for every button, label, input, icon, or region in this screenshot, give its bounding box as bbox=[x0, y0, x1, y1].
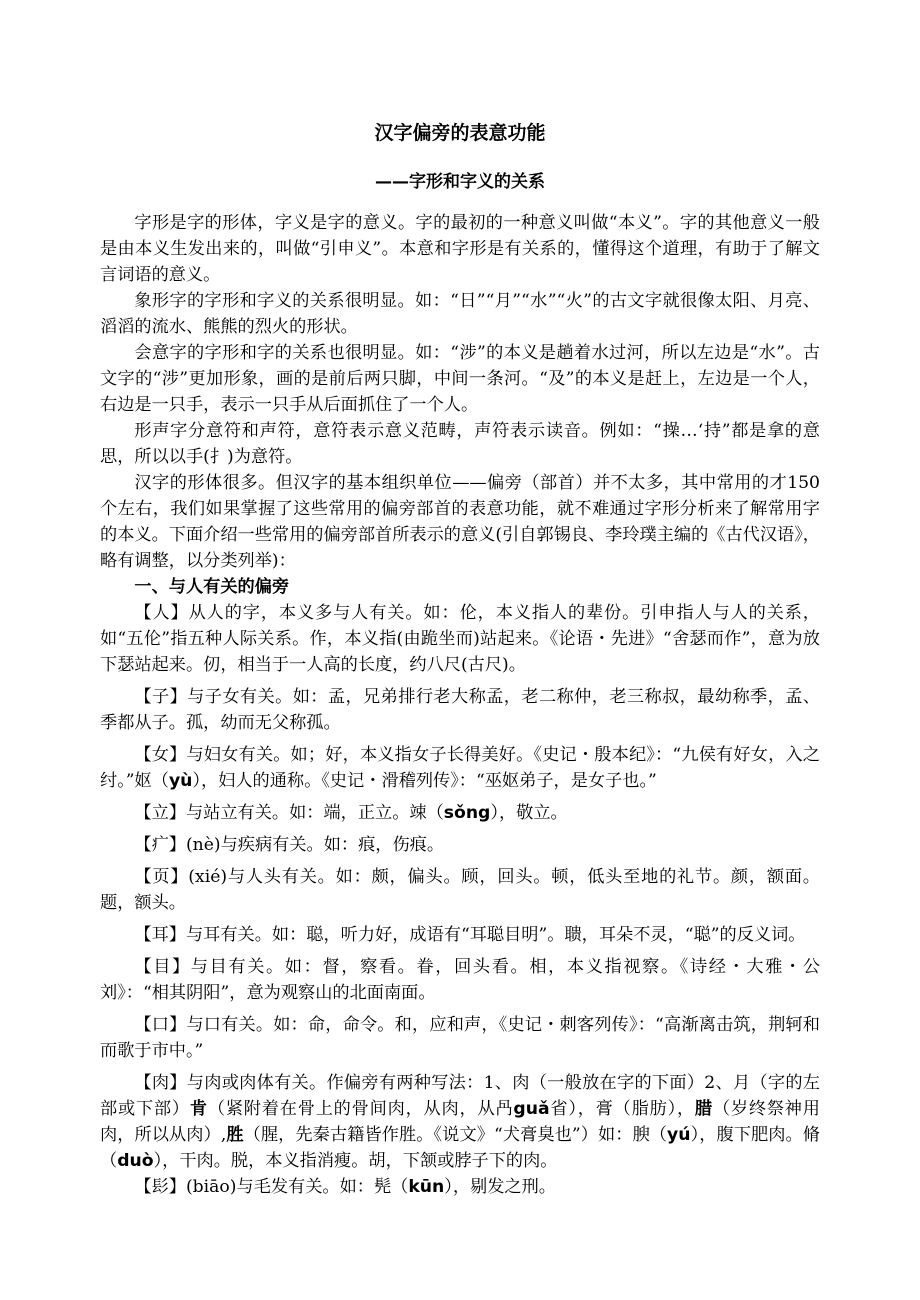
keyword: 肯 bbox=[189, 1099, 208, 1119]
pinyin: duò bbox=[117, 1151, 154, 1171]
entry-li: 【立】与站立有关。如：端，正立。竦（sǒng），敬立。 bbox=[134, 803, 568, 823]
entry-kou: 【口】与口有关。如：命，命令。和，应和声，《史记・刺客列传》：“高渐离击筑，荆轲和而歌于市中。” bbox=[100, 1015, 820, 1061]
entry-nv: 【女】与妇女有关。如；好，本义指女子长得美好。《史记・殷本纪》：“九侯有好女，入之纣。”妪（yù），妇人的通称。《史记・滑稽列传》：“巫妪弟子，是女子也。” bbox=[100, 745, 820, 791]
pinyin: yù bbox=[168, 771, 193, 791]
paragraph-pictographs: 象形字的字形和字义的关系很明显。如：“日”“月”“水”“火”的古文字就很像太阳、月亮、滔滔的流水、熊熊的烈火的形状。 bbox=[100, 291, 820, 337]
pinyin: yú bbox=[667, 1125, 691, 1145]
pinyin: guǎ bbox=[513, 1099, 550, 1119]
pinyin: kūn bbox=[408, 1177, 445, 1197]
entry-ren: 【人】从人的字，本义多与人有关。如：伦，本义指人的辈份。引申指人与人的关系，如“五伦”指五种人际关系。作，本义指(由跪坐而)站起来。《论语・先进》“舍瑟而作”，意为放下瑟站起来。仞，相当于一人高的长度，约八尺(古尺)。 bbox=[100, 603, 820, 675]
entry-ye: 【页】(xié)与人头有关。如：颇，偏头。顾，回头。顿，低头至地的礼节。颜，额面。题，额头。 bbox=[100, 867, 820, 913]
entry-biao: 【髟】(biāo)与毛发有关。如：髡（kūn），剔发之刑。 bbox=[134, 1177, 556, 1197]
paragraph-ideographs: 会意字的字形和字的关系也很明显。如：“涉”的本义是趟着水过河，所以左边是“水”。古文字的“涉”更加形象，画的是前后两只脚，中间一条河。“及”的本义是赶上，左边是一个人，右边是一只手，表示一只手从后面抓住了一个人。 bbox=[100, 343, 820, 415]
entry-ni: 【疒】(nè)与疾病有关。如：痕，伤痕。 bbox=[134, 835, 445, 855]
entry-rou: 【肉】与肉或肉体有关。作偏旁有两种写法：1、肉（一般放在字的下面）2、月（字的左部或下部）肯（紧附着在骨上的骨间肉，从肉，从冎guǎ省），膏（脂肪），腊（岁终祭神用肉，所以从肉）,胜（腥，先秦古籍皆作胜。《说文》“犬膏臭也”）如：腴（yú），腹下肥肉。脩（duò），干肉。脱，本义指消瘦。胡，下颔或脖子下的肉。 bbox=[100, 1073, 820, 1171]
paragraph-phono-semantic: 形声字分意符和声符，意符表示意义范畴，声符表示读音。例如：“操…‘持”都是拿的意思，所以以手(扌)为意符。 bbox=[100, 421, 820, 467]
entry-er: 【耳】与耳有关。如：聪，听力好，成语有“耳聪目明”。聩，耳朵不灵，“聪”的反义词。 bbox=[134, 925, 806, 945]
paragraph-radicals: 汉字的形体很多。但汉字的基本组织单位——偏旁（部首）并不太多，其中常用的才150个左右，我们如果掌握了这些常用的偏旁部首的表意功能，就不难通过字形分析来了解常用字的本义。下面介绍一些常用的偏旁部首所表示的意义(引自郭锡良、李玲璞主编的《古代汉语》，略有调整，以分类列举)： bbox=[100, 473, 820, 571]
document-subtitle: ——字形和字义的关系 bbox=[375, 172, 545, 192]
section-heading: 一、与人有关的偏旁 bbox=[134, 577, 290, 597]
paragraph-intro: 字形是字的形体，字义是字的意义。字的最初的一种意义叫做“本义”。字的其他意义一般是由本义生发出来的，叫做“引申义”。本意和字形是有关系的，懂得这个道理，有助于了解文言词语的意义。 bbox=[100, 213, 820, 285]
document-body bbox=[100, 210, 820, 1200]
entry-zi: 【子】与子女有关。如：孟，兄弟排行老大称孟，老二称仲，老三称叔，最幼称季，孟、季都从子。孤，幼而无父称孤。 bbox=[100, 687, 820, 733]
keyword: 胜 bbox=[226, 1125, 244, 1145]
document-title: 汉字偏旁的表意功能 bbox=[374, 122, 546, 144]
keyword: 腊 bbox=[694, 1099, 713, 1119]
entry-mu: 【目】与目有关。如：督，察看。眷，回头看。相，本义指视察。《诗经・大雅・公刘》：“相其阴阳”，意为观察山的北面南面。 bbox=[100, 957, 820, 1003]
pinyin: sǒng bbox=[443, 803, 491, 823]
